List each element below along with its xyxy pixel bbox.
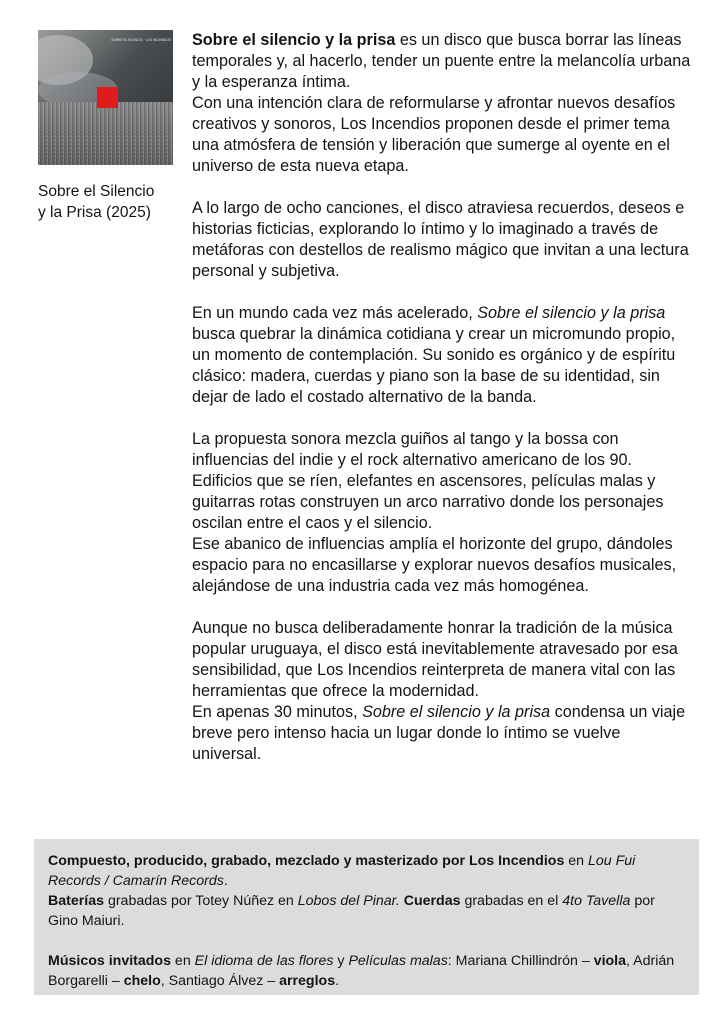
role-arrangements: arreglos [279,973,336,989]
p3-before: En un mundo cada vez más acelerado, [192,304,478,322]
musician-1: : Mariana Chillindrón – [447,953,594,969]
credits-guests-bold: Músicos invitados [48,953,171,969]
album-caption [38,181,188,223]
p3-album-title: Sobre el silencio y la prisa [477,304,666,322]
p5-line1: Aunque no busca deliberadamente honrar la tradición de la música popular uruguaya, el disco está inevitablemente atravesado por esa sensibilidad, que Los Incendios reinterpreta de manera vital con las herramientas que ofrece la modernidad. [192,619,678,700]
song-2-title: Películas malas [348,953,448,969]
credits-studio: Lou Fui Records / Camarín Records [48,853,636,889]
cover-small-text: SOBRE EL SILENCIO · LOS INCENDIOS [111,38,171,42]
credits-guests-en: en [170,953,195,969]
credits-en: en [564,853,589,869]
paragraph-2: A lo largo de ocho canciones, el disco atraviesa recuerdos, deseos e historias ficticias, explorando lo íntimo y lo imaginado a través de metáforas con destellos de realismo mágico que invitan a una lectura personal y subjetiva. [192,199,689,280]
album-title-bold: Sobre el silencio y la prisa [192,31,396,49]
credits-drums-text: grabadas por Totey Núñez en [104,893,298,909]
credits-box [34,839,699,995]
credits-period: . [223,873,228,889]
credits-production [48,851,685,931]
p4-line2: Ese abanico de influencias amplía el horizonte del grupo, dándoles espacio para no encasillarse y explorar nuevos desafíos musicales, alejándose de una industria cada vez más homogénea. [192,535,677,595]
credits-guests-end: . [335,973,340,989]
song-1-title: El idioma de las flores [194,953,334,969]
credits-drums-studio: Lobos del Pinar. [297,893,400,909]
caption-line-1: Sobre el Silencio [38,183,155,200]
instrument-viola: viola [593,953,627,969]
credits-drums-bold: Baterías [48,893,104,909]
credits-production-bold: Compuesto, producido, grabado, mezclado y masterizado por Los Incendios [48,853,565,869]
paragraph-3 [192,303,692,408]
paragraph-4 [192,429,692,597]
album-cover-art [38,30,173,165]
credits-strings-bold: Cuerdas [399,893,461,909]
p5-before: En apenas 30 minutos, [192,703,363,721]
credits-strings-studio: 4to Tavella [562,893,631,909]
instrument-cello: chelo [123,973,161,989]
red-square [97,87,118,108]
p5-album-title: Sobre el silencio y la prisa [362,703,551,721]
p5-after: condensa un viaje breve pero intenso hacia un lugar donde lo íntimo se vuelve universal. [192,703,686,763]
musician-2: , Adrián Borgarelli – [48,953,675,989]
p3-after: busca quebrar la dinámica cotidiana y crear un micromundo propio, un momento de contemplación. Su sonido es orgánico y de espíritu clásico: madera, cuerdas y piano son la base de su identidad, sin dejar de lado el costado alternativo de la banda. [192,325,676,406]
p1-line2: Con una intención clara de reformularse y afrontar nuevos desafíos creativos y sonoros, Los Incendios proponen desde el primer tema una atmósfera de tensión y liberación que sumerge al oyente en el universo de esta nueva etapa. [192,94,676,175]
paragraph-5 [192,618,692,765]
album-description [192,30,692,765]
p1-text: es un disco que busca borrar las líneas temporales y, al hacerlo, tender un puente entre la melancolía urbana y la esperanza íntima. [192,31,691,91]
p4-line1: La propuesta sonora mezcla guiños al tango y la bossa con influencias del indie y el rock alternativo americano de los 90. Edificios que se ríen, elefantes en ascensores, películas malas y guitarras rotas construyen un arco narrativo donde los personajes oscilan entre el caos y el silencio. [192,430,664,532]
album-cover [38,30,173,165]
credits-guests [48,951,685,991]
caption-line-2: y la Prisa (2025) [38,204,151,221]
credits-strings-end: por Gino Maiuri. [48,893,655,929]
credits-and: y [333,953,349,969]
credits-strings-text: grabadas en el [460,893,563,909]
musician-3: , Santiago Álvez – [160,973,280,989]
paragraph-1 [192,30,692,177]
